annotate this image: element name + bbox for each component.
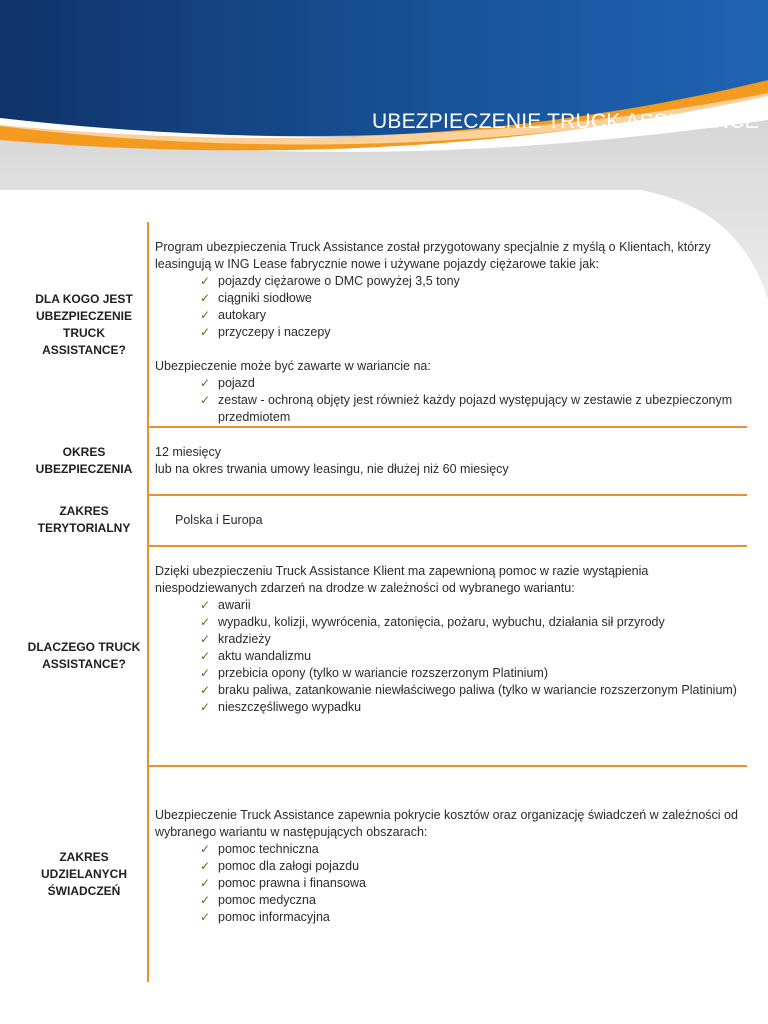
section-divider — [147, 494, 747, 496]
list-item: ✓ ciągniki siodłowe — [200, 291, 312, 305]
section-content — [155, 563, 745, 716]
checkmark-icon: ✓ — [200, 325, 211, 339]
checkmark-icon: ✓ — [200, 274, 211, 288]
section-label: ZAKRES UDZIELANYCH ŚWIADCZEŃ — [41, 850, 127, 898]
list-item: ✓ nieszczęśliwego wypadku — [200, 700, 362, 714]
checkmark-icon: ✓ — [200, 632, 211, 646]
list-item: ✓ pojazdy ciężarowe o DMC powyżej 3,5 tony — [200, 274, 460, 288]
checkmark-icon: ✓ — [200, 308, 211, 322]
list-item: ✓ autokary — [200, 308, 266, 322]
checkmark-icon: ✓ — [200, 393, 211, 407]
benefit-list — [155, 841, 745, 926]
page-title: UBEZPIECZENIE TRUCK ASSISTANCE — [372, 110, 759, 133]
list-item: ✓ wypadku, kolizji, wywrócenia, zatonięcia, pożaru, wybuchu, działania sił przyrody — [200, 615, 665, 629]
section-label: DLACZEGO TRUCK ASSISTANCE? — [27, 640, 141, 671]
checkmark-icon: ✓ — [200, 893, 211, 907]
section-divider — [147, 426, 747, 428]
list-item: ✓ pomoc informacyjna — [200, 910, 330, 924]
section-divider — [147, 765, 747, 767]
list-item: ✓ braku paliwa, zatankowanie niewłaściwego paliwa (tylko w wariancie rozszerzonym Platinium) — [200, 683, 737, 697]
section-divider — [147, 545, 747, 547]
variant-list — [155, 375, 745, 426]
checkmark-icon: ✓ — [200, 615, 211, 629]
section-content — [155, 444, 745, 478]
section-content — [155, 807, 745, 926]
checkmark-icon: ✓ — [200, 291, 211, 305]
list-item: ✓ pomoc medyczna — [200, 893, 316, 907]
territory-text: Polska i Europa — [175, 513, 263, 527]
intro-text: Program ubezpieczenia Truck Assistance został przygotowany specjalnie z myślą o Klientach, którzy leasingują w ING Lease fabrycznie nowe i używane pojazdy ciężarowe takie jak: — [155, 240, 711, 271]
section-content — [155, 239, 745, 426]
list-item: ✓ aktu wandalizmu — [200, 649, 312, 663]
section-label: DLA KOGO JEST UBEZPIECZENIE TRUCK ASSISTANCE? — [35, 292, 133, 357]
checkmark-icon: ✓ — [200, 666, 211, 680]
list-item: ✓ zestaw - ochroną objęty jest również każdy pojazd występujący w zestawie z ubezpieczonym przedmiotem — [200, 393, 733, 424]
checkmark-icon: ✓ — [200, 700, 211, 714]
intro-text: Ubezpieczenie Truck Assistance zapewnia pokrycie kosztów oraz organizację świadczeń w zależności od wybranego wariantu w następujących obszarach: — [155, 808, 738, 839]
checkmark-icon: ✓ — [200, 910, 211, 924]
section-label: ZAKRES TERYTORIALNY — [37, 504, 131, 535]
section-label: OKRES UBEZPIECZENIA — [35, 445, 133, 476]
event-list — [155, 597, 745, 716]
checkmark-icon: ✓ — [200, 598, 211, 612]
list-item: ✓ pomoc dla załogi pojazdu — [200, 859, 360, 873]
variant-intro: Ubezpieczenie może być zawarte w wariancie na: — [155, 359, 431, 373]
checkmark-icon: ✓ — [200, 859, 211, 873]
period-line: lub na okres trwania umowy leasingu, nie dłużej niż 60 miesięcy — [155, 462, 509, 476]
checkmark-icon: ✓ — [200, 649, 211, 663]
list-item: ✓ pomoc techniczna — [200, 842, 319, 856]
checkmark-icon: ✓ — [200, 376, 211, 390]
list-item: ✓ kradzieży — [200, 632, 271, 646]
checkmark-icon: ✓ — [200, 842, 211, 856]
checkmark-icon: ✓ — [200, 876, 211, 890]
list-item: ✓ przyczepy i naczepy — [200, 325, 331, 339]
section-content — [175, 512, 765, 529]
list-item: ✓ pomoc prawna i finansowa — [200, 876, 366, 890]
intro-text: Dzięki ubezpieczeniu Truck Assistance Klient ma zapewnioną pomoc w razie wystąpienia niespodziewanych zdarzeń na drodze w zależności od wybranego wariantu: — [155, 564, 649, 595]
checkmark-icon: ✓ — [200, 683, 211, 697]
vehicle-list — [155, 273, 745, 341]
list-item: ✓ awarii — [200, 598, 251, 612]
period-line: 12 miesięcy — [155, 445, 221, 459]
list-item: ✓ przebicia opony (tylko w wariancie rozszerzonym Platinium) — [200, 666, 548, 680]
list-item: ✓ pojazd — [200, 376, 255, 390]
